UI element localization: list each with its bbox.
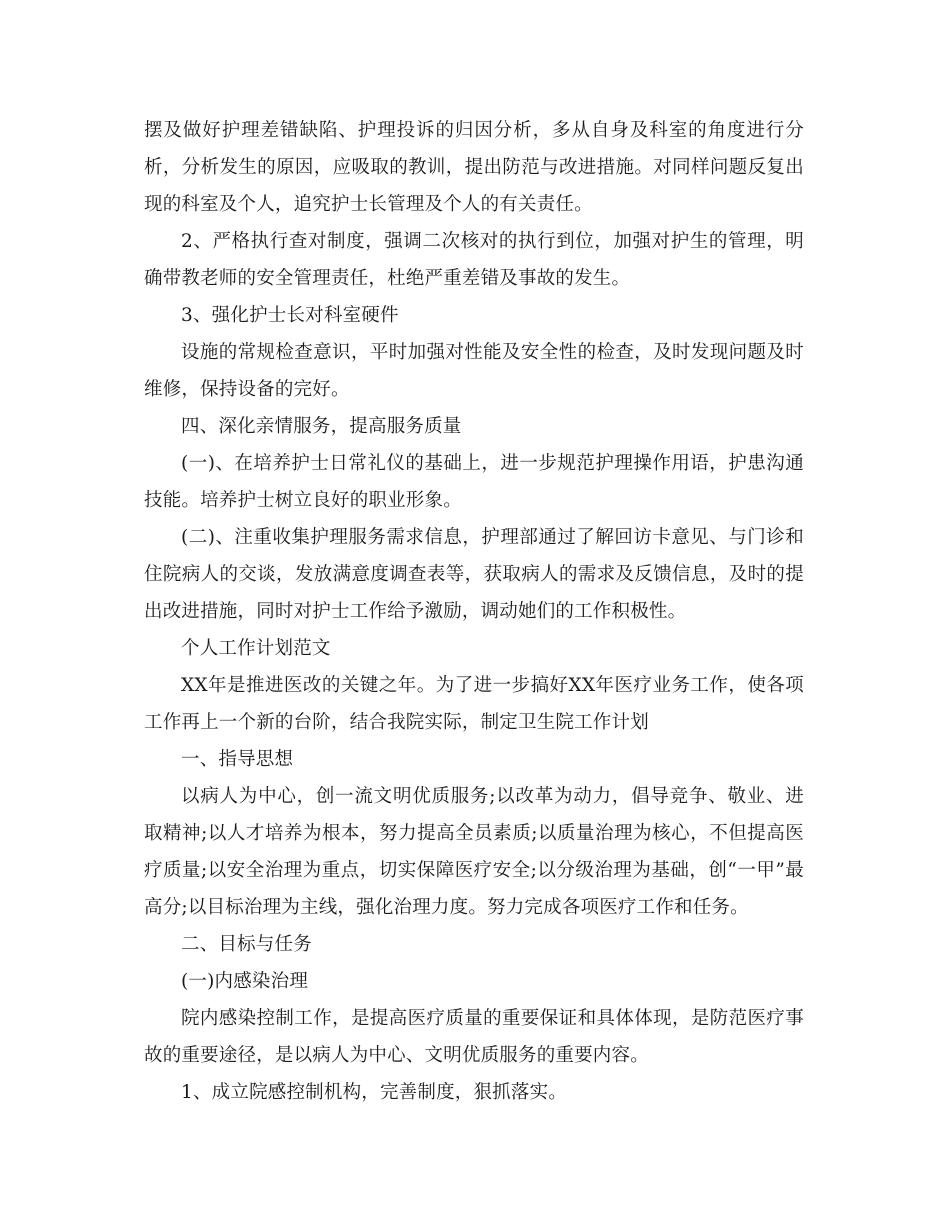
paragraph-14: 院内感染控制工作，是提高医疗质量的重要保证和具体体现，是防范医疗事故的重要途径，是以病人为中心、文明优质服务的重要内容。 [144,1008,804,1066]
section-title-work-plan: 个人工作计划范文 [181,638,331,659]
subsection-heading-1: (一)内感染治理 [181,971,309,992]
paragraph-11: 以病人为中心，创一流文明优质服务;以改革为动力，倡导竞争、敬业、进取精神;以人才培养为根本，努力提高全员素质;以质量治理为核心，不但提高医疗质量;以安全治理为重点，切实保障医疗安全;以分级治理为基础，创“一甲”最高分;以目标治理为主线，强化治理力度。努力完成各项医疗工作和任务。 [144,786,804,918]
paragraph-2: 2、严格执行查对制度，强调二次核对的执行到位，加强对护生的管理，明确带教老师的安全管理责任，杜绝严重差错及事故的发生。 [144,231,804,289]
paragraph-7: (二)、注重收集护理服务需求信息，护理部通过了解回访卡意见、与门诊和住院病人的交谈，发放满意度调查表等，获取病人的需求及反馈信息，及时的提出改进措施，同时对护士工作给予激励，调动她们的工作积极性。 [144,527,804,622]
paragraph-1: 摆及做好护理差错缺陷、护理投诉的归因分析，多从自身及科室的角度进行分析，分析发生的原因，应吸取的教训，提出防范与改进措施。对同样问题反复出现的科室及个人，追究护士长管理及个人的有关责任。 [144,120,804,215]
section-heading-4: 四、深化亲情服务，提高服务质量 [181,416,462,437]
paragraph-15: 1、成立院感控制机构，完善制度，狠抓落实。 [181,1082,567,1103]
paragraph-6: (一)、在培养护士日常礼仪的基础上，进一步规范护理操作用语，护患沟通技能。培养护士树立良好的职业形象。 [144,453,804,511]
paragraph-4: 设施的常规检查意识，平时加强对性能及安全性的检查，及时发现问题及时维修，保持设备的完好。 [144,342,804,400]
document-page [144,112,804,1111]
section-heading-2: 二、目标与任务 [181,934,312,955]
paragraph-3: 3、强化护士长对科室硬件 [181,305,399,326]
paragraph-9: XX年是推进医改的关键之年。为了进一步搞好XX年医疗业务工作，使各项工作再上一个新的台阶，结合我院实际，制定卫生院工作计划 [144,675,804,733]
section-heading-1: 一、指导思想 [181,749,294,770]
